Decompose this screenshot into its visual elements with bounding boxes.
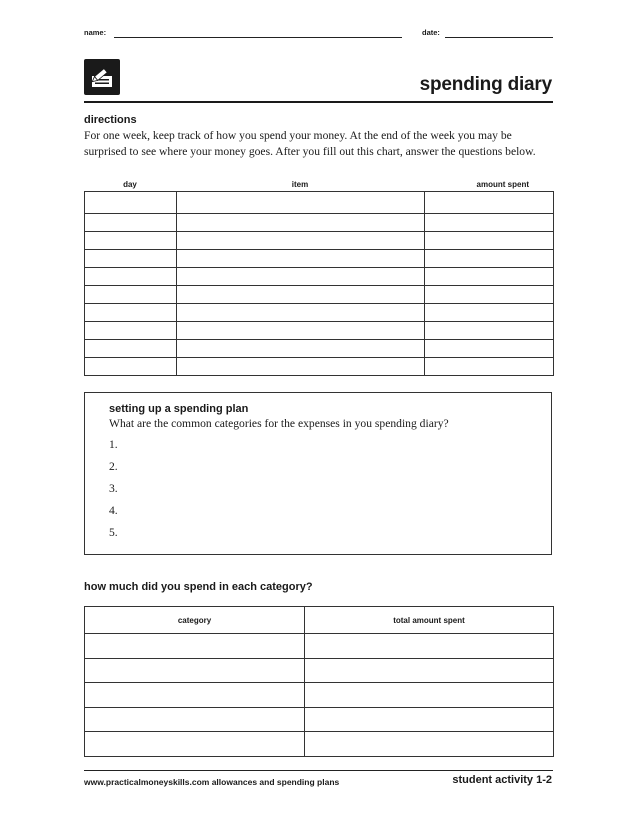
category-table (84, 606, 554, 757)
pencil-on-paper-icon (84, 59, 120, 95)
directions-heading: directions (84, 114, 137, 126)
diary-cell-amount[interactable] (425, 214, 554, 232)
category-row (85, 634, 554, 659)
plan-item-4: 4. (109, 504, 118, 517)
diary-cell-amount[interactable] (425, 304, 554, 322)
diary-cell-day[interactable] (85, 340, 177, 358)
diary-cell-item[interactable] (177, 232, 425, 250)
diary-cell-day[interactable] (85, 304, 177, 322)
diary-header-day: day (123, 180, 137, 189)
category-cell-total[interactable] (305, 634, 554, 659)
diary-header-amount-label: amount spent (476, 180, 529, 189)
diary-row (85, 304, 554, 322)
diary-cell-amount[interactable] (425, 358, 554, 376)
diary-cell-amount[interactable] (425, 232, 554, 250)
diary-row (85, 286, 554, 304)
diary-cell-item[interactable] (177, 250, 425, 268)
category-row (85, 732, 554, 757)
diary-cell-item[interactable] (177, 358, 425, 376)
diary-row (85, 214, 554, 232)
category-header-category: category (85, 607, 305, 634)
diary-cell-day[interactable] (85, 286, 177, 304)
diary-cell-item[interactable] (177, 304, 425, 322)
plan-item-2: 2. (109, 460, 118, 473)
plan-item-5: 5. (109, 526, 118, 539)
spending-diary-table (84, 191, 554, 376)
diary-cell-amount[interactable] (425, 286, 554, 304)
diary-row (85, 232, 554, 250)
category-cell-category[interactable] (85, 707, 305, 732)
diary-cell-day[interactable] (85, 268, 177, 286)
diary-cell-day[interactable] (85, 250, 177, 268)
footer-rule (84, 770, 553, 771)
diary-cell-amount[interactable] (425, 322, 554, 340)
diary-cell-item[interactable] (177, 214, 425, 232)
diary-cell-day[interactable] (85, 358, 177, 376)
category-cell-total[interactable] (305, 732, 554, 757)
title-rule (84, 101, 553, 103)
date-line (445, 37, 553, 38)
category-row (85, 683, 554, 708)
diary-cell-item[interactable] (177, 286, 425, 304)
diary-row (85, 358, 554, 376)
diary-row (85, 268, 554, 286)
diary-row (85, 340, 554, 358)
name-label: name: (84, 28, 107, 37)
plan-item-3: 3. (109, 482, 118, 495)
category-cell-total[interactable] (305, 683, 554, 708)
name-line (114, 37, 402, 38)
category-cell-total[interactable] (305, 707, 554, 732)
category-row (85, 658, 554, 683)
directions-text: For one week, keep track of how you spend your money. At the end of the week you may be surprised to see where your money goes. After you fill out this chart, answer the questions below. (84, 129, 536, 158)
diary-header-amount (424, 180, 552, 189)
diary-cell-amount[interactable] (425, 192, 554, 214)
diary-cell-item[interactable] (177, 340, 425, 358)
diary-cell-amount[interactable] (425, 250, 554, 268)
diary-cell-day[interactable] (85, 214, 177, 232)
category-row (85, 707, 554, 732)
diary-row (85, 192, 554, 214)
category-cell-category[interactable] (85, 634, 305, 659)
category-header-total: total amount spent (305, 607, 554, 634)
diary-cell-amount[interactable] (425, 340, 554, 358)
diary-cell-day[interactable] (85, 232, 177, 250)
category-cell-category[interactable] (85, 732, 305, 757)
diary-cell-day[interactable] (85, 322, 177, 340)
diary-cell-item[interactable] (177, 322, 425, 340)
diary-row (85, 250, 554, 268)
spending-plan-box (84, 392, 552, 555)
category-cell-total[interactable] (305, 658, 554, 683)
category-cell-category[interactable] (85, 658, 305, 683)
category-header-row (85, 607, 554, 634)
diary-cell-amount[interactable] (425, 268, 554, 286)
footer-activity-number: student activity 1-2 (452, 774, 552, 786)
plan-item-1: 1. (109, 438, 118, 451)
activity-logo (84, 59, 120, 95)
diary-cell-day[interactable] (85, 192, 177, 214)
diary-header-item: item (291, 180, 309, 189)
diary-cell-item[interactable] (177, 268, 425, 286)
category-section-heading: how much did you spend in each category? (84, 581, 313, 593)
footer-source: www.practicalmoneyskills.com allowances and spending plans (84, 777, 340, 787)
date-label: date: (422, 28, 440, 37)
category-cell-category[interactable] (85, 683, 305, 708)
diary-cell-item[interactable] (177, 192, 425, 214)
page-title: spending diary (419, 74, 552, 95)
diary-row (85, 322, 554, 340)
spending-plan-question: What are the common categories for the expenses in you spending diary? (109, 417, 449, 430)
spending-plan-heading: setting up a spending plan (109, 403, 249, 415)
